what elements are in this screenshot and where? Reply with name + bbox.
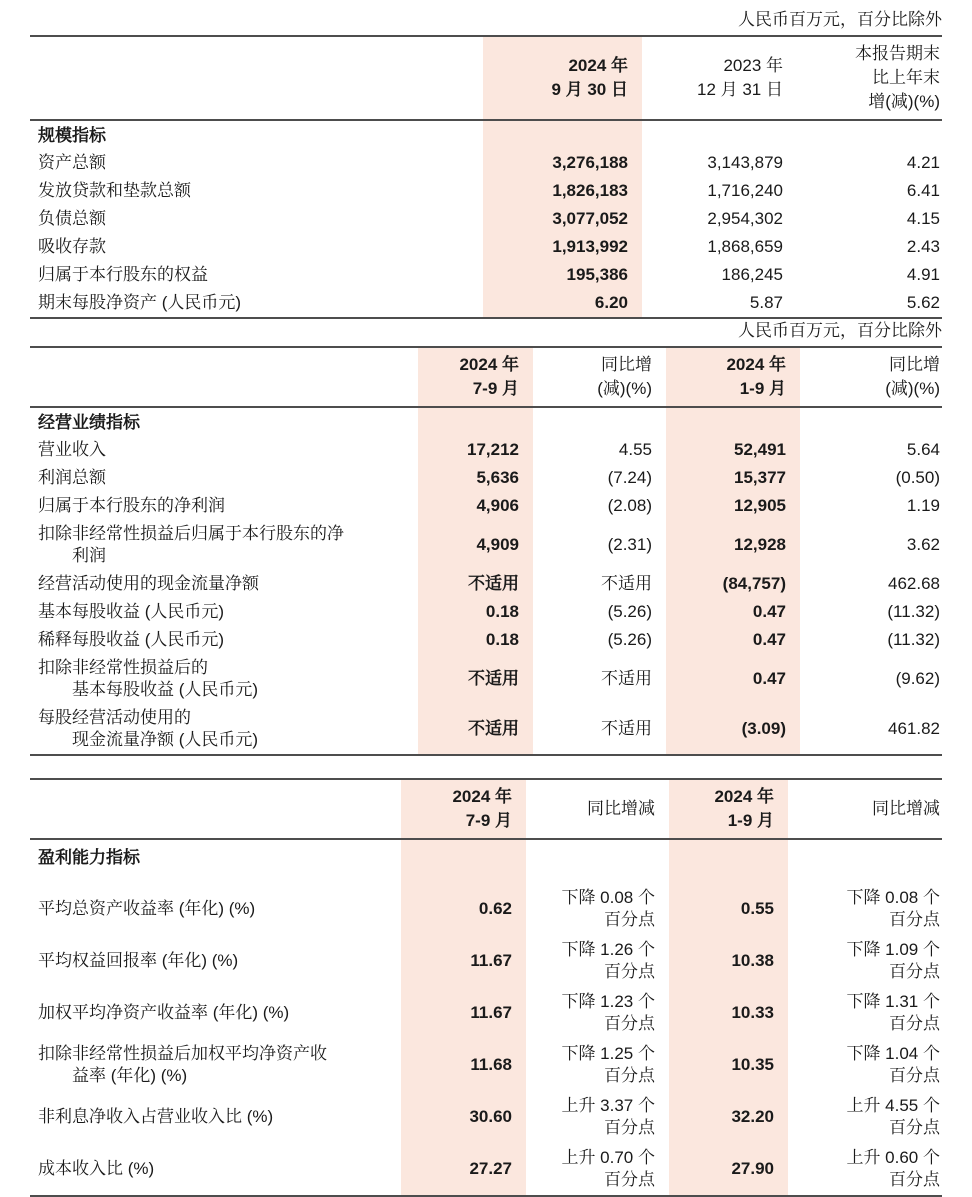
column-header bbox=[788, 779, 942, 839]
label-line: 现金流量净额 (人民币元) bbox=[72, 730, 259, 749]
value-line: 2024 年 bbox=[568, 56, 628, 75]
profitability-header bbox=[30, 779, 942, 839]
cell-value: 4,906 bbox=[418, 492, 533, 520]
cell-value bbox=[788, 1039, 942, 1091]
section-spacer bbox=[642, 120, 797, 149]
value-line: 上升 4.55 个 bbox=[846, 1096, 940, 1115]
value-line: 百分点 bbox=[604, 1014, 655, 1033]
value-line: 同比增减 bbox=[872, 799, 940, 818]
value-line: 下降 0.08 个 bbox=[561, 888, 655, 907]
cell-value: 11.68 bbox=[401, 1039, 526, 1091]
cell-value: 5.64 bbox=[906, 440, 940, 459]
section-title: 盈利能力指标 bbox=[38, 848, 140, 867]
value-line: 百分点 bbox=[889, 1014, 940, 1033]
cell-value: 5.62 bbox=[906, 293, 940, 312]
value-line: 百分点 bbox=[604, 1066, 655, 1085]
label-line: 每股经营活动使用的 bbox=[38, 708, 191, 727]
row-label: 归属于本行股东的权益 bbox=[38, 265, 208, 284]
cell-value: 5,636 bbox=[418, 464, 533, 492]
cell-value: (0.50) bbox=[895, 468, 940, 487]
value-line: 下降 1.23 个 bbox=[561, 992, 655, 1011]
header-row bbox=[30, 36, 942, 120]
scale-indicators-header bbox=[30, 36, 942, 120]
cell-value: 27.90 bbox=[669, 1143, 788, 1196]
operating-results-body bbox=[30, 407, 942, 755]
row-label: 成本收入比 (%) bbox=[38, 1159, 155, 1178]
row-label bbox=[30, 1039, 401, 1091]
column-header bbox=[797, 36, 942, 120]
table-row bbox=[30, 520, 942, 570]
cell-value: 4,909 bbox=[418, 520, 533, 570]
cell-value: 32.20 bbox=[669, 1091, 788, 1143]
cell-value: 10.33 bbox=[669, 987, 788, 1039]
table-row bbox=[30, 987, 942, 1039]
table-row bbox=[30, 883, 942, 935]
value-line: 百分点 bbox=[889, 962, 940, 981]
cell-value: 10.38 bbox=[669, 935, 788, 987]
section-spacer bbox=[788, 839, 942, 883]
row-label: 负债总额 bbox=[38, 209, 106, 228]
value-line: 本报告期末 bbox=[855, 44, 940, 63]
cell-value: 4.55 bbox=[618, 440, 652, 459]
row-label: 归属于本行股东的净利润 bbox=[38, 496, 225, 515]
cell-value: (11.32) bbox=[887, 602, 940, 621]
row-label: 非利息净收入占营业收入比 (%) bbox=[38, 1107, 274, 1126]
cell-value: 不适用 bbox=[418, 654, 533, 704]
cell-value: 12,905 bbox=[666, 492, 800, 520]
label-line: 扣除非经常性损益后的 bbox=[38, 658, 208, 677]
cell-value: 6.20 bbox=[483, 289, 642, 318]
value-line: 2024 年 bbox=[726, 355, 786, 374]
column-header bbox=[666, 347, 800, 407]
profitability-body bbox=[30, 839, 942, 1196]
cell-value: 不适用 bbox=[601, 719, 652, 738]
table-row bbox=[30, 1091, 942, 1143]
value-line: 下降 1.31 个 bbox=[846, 992, 940, 1011]
table-row bbox=[30, 492, 942, 520]
section-spacer bbox=[526, 839, 669, 883]
cell-value: 461.82 bbox=[888, 719, 940, 738]
row-label: 发放贷款和垫款总额 bbox=[38, 181, 191, 200]
cell-value: 2,954,302 bbox=[707, 209, 783, 228]
column-header-spacer bbox=[30, 347, 418, 407]
row-label bbox=[30, 654, 418, 704]
cell-value: 30.60 bbox=[401, 1091, 526, 1143]
table-row bbox=[30, 570, 942, 598]
value-line: 百分点 bbox=[604, 962, 655, 981]
value-line: 比上年末 bbox=[872, 68, 940, 87]
cell-value bbox=[788, 987, 942, 1039]
row-label: 吸收存款 bbox=[38, 237, 106, 256]
value-line: 上升 3.37 个 bbox=[561, 1096, 655, 1115]
value-line: 增(减)(%) bbox=[868, 92, 940, 111]
cell-value: 0.62 bbox=[401, 883, 526, 935]
cell-value bbox=[788, 1091, 942, 1143]
cell-value bbox=[526, 883, 669, 935]
cell-value: 5.87 bbox=[749, 293, 783, 312]
section-spacer bbox=[401, 839, 526, 883]
cell-value: 不适用 bbox=[601, 669, 652, 688]
unit-note: 人民币百万元，百分比除外 bbox=[738, 321, 942, 340]
value-line: 百分点 bbox=[889, 1170, 940, 1189]
row-label bbox=[30, 520, 418, 570]
cell-value: 4.91 bbox=[906, 265, 940, 284]
cell-value: 不适用 bbox=[601, 574, 652, 593]
value-line: 下降 0.08 个 bbox=[846, 888, 940, 907]
column-header bbox=[669, 779, 788, 839]
column-header bbox=[642, 36, 797, 120]
column-header-spacer bbox=[30, 36, 483, 120]
cell-value: 10.35 bbox=[669, 1039, 788, 1091]
cell-value: 0.47 bbox=[666, 626, 800, 654]
value-line: 上升 0.70 个 bbox=[561, 1148, 655, 1167]
table-row bbox=[30, 149, 942, 177]
value-line: 百分点 bbox=[604, 910, 655, 929]
section-spacer bbox=[669, 839, 788, 883]
table-row bbox=[30, 654, 942, 704]
table-row bbox=[30, 704, 942, 755]
profitability-table bbox=[30, 778, 942, 1197]
cell-value: (5.26) bbox=[607, 630, 652, 649]
row-label: 稀释每股收益 (人民币元) bbox=[38, 630, 225, 649]
value-line: 百分点 bbox=[889, 1118, 940, 1137]
label-line: 益率 (年化) (%) bbox=[72, 1066, 188, 1085]
section-title: 经营业绩指标 bbox=[38, 413, 140, 432]
cell-value: 1.19 bbox=[906, 496, 940, 515]
value-line: 1-9 月 bbox=[727, 811, 774, 830]
cell-value: 462.68 bbox=[888, 574, 940, 593]
section-spacer bbox=[666, 407, 800, 436]
value-line: 1-9 月 bbox=[739, 379, 786, 398]
cell-value: 1,913,992 bbox=[483, 233, 642, 261]
scale-indicators-table bbox=[30, 35, 942, 319]
row-label: 资产总额 bbox=[38, 153, 106, 172]
section-spacer bbox=[483, 120, 642, 149]
cell-value bbox=[526, 987, 669, 1039]
section-title: 规模指标 bbox=[38, 126, 106, 145]
row-label: 营业收入 bbox=[38, 440, 106, 459]
value-line: (减)(%) bbox=[597, 379, 652, 398]
row-label: 基本每股收益 (人民币元) bbox=[38, 602, 225, 621]
cell-value: 1,716,240 bbox=[707, 181, 783, 200]
section-title-row bbox=[30, 120, 942, 149]
cell-value: (9.62) bbox=[895, 669, 940, 688]
cell-value: 不适用 bbox=[418, 570, 533, 598]
column-header bbox=[401, 779, 526, 839]
operating-results-table bbox=[30, 346, 942, 756]
column-header bbox=[483, 36, 642, 120]
column-header bbox=[418, 347, 533, 407]
table-row bbox=[30, 177, 942, 205]
cell-value: 27.27 bbox=[401, 1143, 526, 1196]
cell-value: (84,757) bbox=[666, 570, 800, 598]
cell-value: 4.15 bbox=[906, 209, 940, 228]
cell-value: 0.55 bbox=[669, 883, 788, 935]
table-row bbox=[30, 436, 942, 464]
cell-value: 2.43 bbox=[906, 237, 940, 256]
value-line: 7-9 月 bbox=[472, 379, 519, 398]
value-line: 下降 1.25 个 bbox=[561, 1044, 655, 1063]
value-line: 同比增 bbox=[601, 355, 652, 374]
table-row bbox=[30, 205, 942, 233]
cell-value: 0.18 bbox=[418, 626, 533, 654]
value-line: 9 月 30 日 bbox=[551, 80, 628, 99]
value-line: 2024 年 bbox=[459, 355, 519, 374]
row-label: 平均总资产收益率 (年化) (%) bbox=[38, 899, 256, 918]
table-row bbox=[30, 1039, 942, 1091]
cell-value: 1,826,183 bbox=[483, 177, 642, 205]
value-line: 百分点 bbox=[889, 1066, 940, 1085]
section-title-row bbox=[30, 407, 942, 436]
row-label bbox=[30, 704, 418, 755]
value-line: 2024 年 bbox=[452, 787, 512, 806]
section-spacer bbox=[800, 407, 942, 436]
column-header bbox=[800, 347, 942, 407]
header-row bbox=[30, 347, 942, 407]
cell-value: 0.47 bbox=[666, 654, 800, 704]
row-label: 期末每股净资产 (人民币元) bbox=[38, 293, 242, 312]
value-line: 同比增 bbox=[889, 355, 940, 374]
table-row bbox=[30, 598, 942, 626]
label-line: 利润 bbox=[72, 546, 106, 565]
section-spacer bbox=[418, 407, 533, 436]
cell-value: 11.67 bbox=[401, 987, 526, 1039]
cell-value: (3.09) bbox=[666, 704, 800, 755]
cell-value: 12,928 bbox=[666, 520, 800, 570]
value-line: (减)(%) bbox=[885, 379, 940, 398]
label-line: 扣除非经常性损益后加权平均净资产收 bbox=[38, 1044, 327, 1063]
value-line: 7-9 月 bbox=[465, 811, 512, 830]
table-row bbox=[30, 935, 942, 987]
value-line: 百分点 bbox=[604, 1118, 655, 1137]
cell-value: (11.32) bbox=[887, 630, 940, 649]
cell-value: 3.62 bbox=[906, 535, 940, 554]
cell-value: (2.31) bbox=[607, 535, 652, 554]
cell-value: 3,143,879 bbox=[707, 153, 783, 172]
operating-results-header bbox=[30, 347, 942, 407]
value-line: 百分点 bbox=[604, 1170, 655, 1189]
table-row bbox=[30, 261, 942, 289]
cell-value: (2.08) bbox=[607, 496, 652, 515]
value-line: 2024 年 bbox=[714, 787, 774, 806]
cell-value: 186,245 bbox=[721, 265, 783, 284]
section-spacer bbox=[533, 407, 666, 436]
cell-value: 195,386 bbox=[483, 261, 642, 289]
cell-value: 3,077,052 bbox=[483, 205, 642, 233]
cell-value: 0.47 bbox=[666, 598, 800, 626]
cell-value: (5.26) bbox=[607, 602, 652, 621]
row-label: 加权平均净资产收益率 (年化) (%) bbox=[38, 1003, 290, 1022]
cell-value: 0.18 bbox=[418, 598, 533, 626]
column-header bbox=[533, 347, 666, 407]
cell-value bbox=[526, 935, 669, 987]
table-row bbox=[30, 626, 942, 654]
value-line: 同比增减 bbox=[587, 799, 655, 818]
value-line: 下降 1.09 个 bbox=[846, 940, 940, 959]
table-row bbox=[30, 233, 942, 261]
cell-value bbox=[526, 1039, 669, 1091]
section-spacer bbox=[797, 120, 942, 149]
cell-value bbox=[526, 1091, 669, 1143]
table-row bbox=[30, 289, 942, 318]
cell-value: 3,276,188 bbox=[483, 149, 642, 177]
cell-value bbox=[788, 883, 942, 935]
cell-value bbox=[788, 935, 942, 987]
cell-value: 15,377 bbox=[666, 464, 800, 492]
header-row bbox=[30, 779, 942, 839]
row-label: 经营活动使用的现金流量净额 bbox=[38, 574, 259, 593]
value-line: 下降 1.26 个 bbox=[561, 940, 655, 959]
row-label: 平均权益回报率 (年化) (%) bbox=[38, 951, 239, 970]
cell-value: 不适用 bbox=[418, 704, 533, 755]
cell-value: 17,212 bbox=[418, 436, 533, 464]
value-line: 下降 1.04 个 bbox=[846, 1044, 940, 1063]
scale-indicators-body bbox=[30, 120, 942, 318]
value-line: 上升 0.60 个 bbox=[846, 1148, 940, 1167]
cell-value: 11.67 bbox=[401, 935, 526, 987]
cell-value: 6.41 bbox=[906, 181, 940, 200]
cell-value: 52,491 bbox=[666, 436, 800, 464]
cell-value: 1,868,659 bbox=[707, 237, 783, 256]
unit-note: 人民币百万元，百分比除外 bbox=[738, 10, 942, 29]
table-row bbox=[30, 464, 942, 492]
column-header-spacer bbox=[30, 779, 401, 839]
cell-value: (7.24) bbox=[607, 468, 652, 487]
cell-value: 4.21 bbox=[906, 153, 940, 172]
value-line: 2023 年 bbox=[723, 56, 783, 75]
value-line: 12 月 31 日 bbox=[697, 80, 783, 99]
row-label: 利润总额 bbox=[38, 468, 106, 487]
section-title-row bbox=[30, 839, 942, 883]
label-line: 扣除非经常性损益后归属于本行股东的净 bbox=[38, 524, 344, 543]
label-line: 基本每股收益 (人民币元) bbox=[72, 680, 259, 699]
column-header bbox=[526, 779, 669, 839]
value-line: 百分点 bbox=[889, 910, 940, 929]
